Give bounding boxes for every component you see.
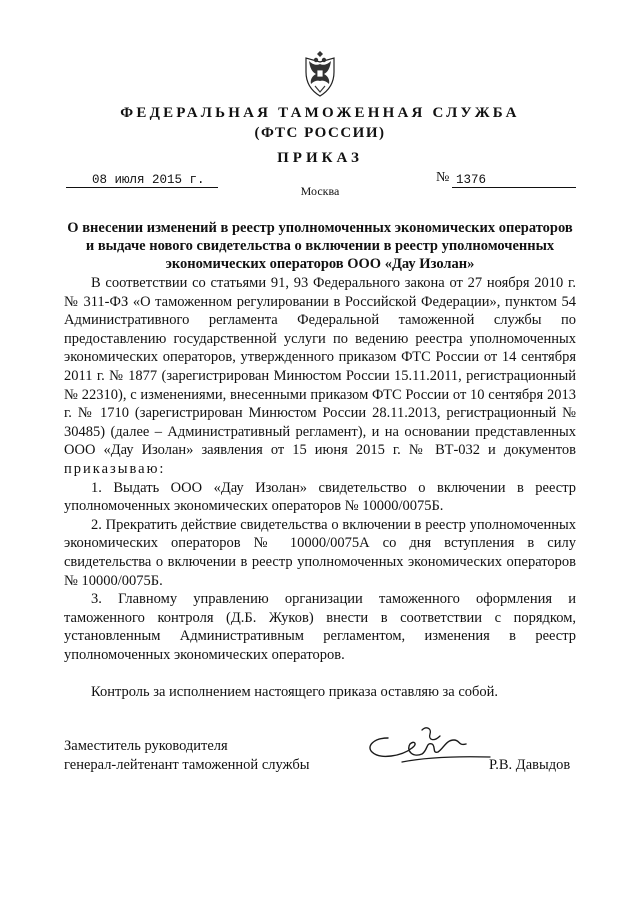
preamble-text: В соответствии со статьями 91, 93 Федерального закона от 27 ноября 2010 г. № 311-ФЗ «О таможенном регулировании в Российской Федерации», пунктом 54 Административного регламента Федеральной таможенной службы по предоставлению государственной услуги по ведению реестра уполномоченных экономических операторов, утвержденного приказом ФТС России от 14 сентября 2011 г. № 1877 (зарегистрирован Минюстом России 15.11.2011, регистрационный № 22310), с изменениями, внесенными приказом ФТС России от 10 сентября 2013 г. № 1710 (зарегистрирован Минюстом России 28.11.2013, регистрационный № 30485) (далее – Административный регламент), и на основании представленных ООО «Дау Изолан» заявления от 15 июня 2015 г. № ВТ-032 и документов xyxy=(64,275,576,459)
signatory-name: Р.В. Давыдов xyxy=(489,757,571,773)
coat-of-arms-icon xyxy=(298,50,342,98)
agency-name: ФЕДЕРАЛЬНАЯ ТАМОЖЕННАЯ СЛУЖБА xyxy=(120,105,520,121)
document-title: О внесении изменений в реестр уполномоченных экономических операторов и выдаче нового свидетельства о включении в реестр уполномоченных экономических операторов ООО «Дау Изолан» xyxy=(67,220,573,272)
agency-short-name: (ФТС РОССИИ) xyxy=(254,125,386,141)
order-word: приказываю: xyxy=(64,460,166,477)
order-number: 1376 xyxy=(452,172,576,188)
document-type: ПРИКАЗ xyxy=(277,150,363,166)
number-label: № xyxy=(436,170,450,185)
order-item-2: 2. Прекратить действие свидетельства о включении в реестр уполномоченных экономических операторов № 10000/0075А со дня вступления в силу свидетельства о включении в реестр уполномоченных экономических операторов № 10000/0075Б. xyxy=(64,516,576,589)
preamble-paragraph xyxy=(64,274,576,479)
order-date: 08 июля 2015 г. xyxy=(66,172,218,188)
city: Москва xyxy=(300,184,340,198)
position-line-2: генерал-лейтенант таможенной службы xyxy=(64,757,310,773)
document-body xyxy=(64,274,576,664)
control-statement: Контроль за исполнением настоящего приказа оставляю за собой. xyxy=(91,684,499,700)
order-item-1: 1. Выдать ООО «Дау Изолан» свидетельство о включении в реестр уполномоченных экономических операторов № 10000/0075Б. xyxy=(64,479,576,515)
position-line-1: Заместитель руководителя xyxy=(64,738,228,754)
order-item-3: 3. Главному управлению организации таможенного оформления и таможенного контроля (Д.Б. Жуков) внести в соответствии с порядком, установленным Административным регламентом, изменения в реестр уполномоченных экономических операторов. xyxy=(64,591,576,663)
handwritten-signature-icon xyxy=(362,722,492,774)
signatory-position xyxy=(64,737,364,775)
